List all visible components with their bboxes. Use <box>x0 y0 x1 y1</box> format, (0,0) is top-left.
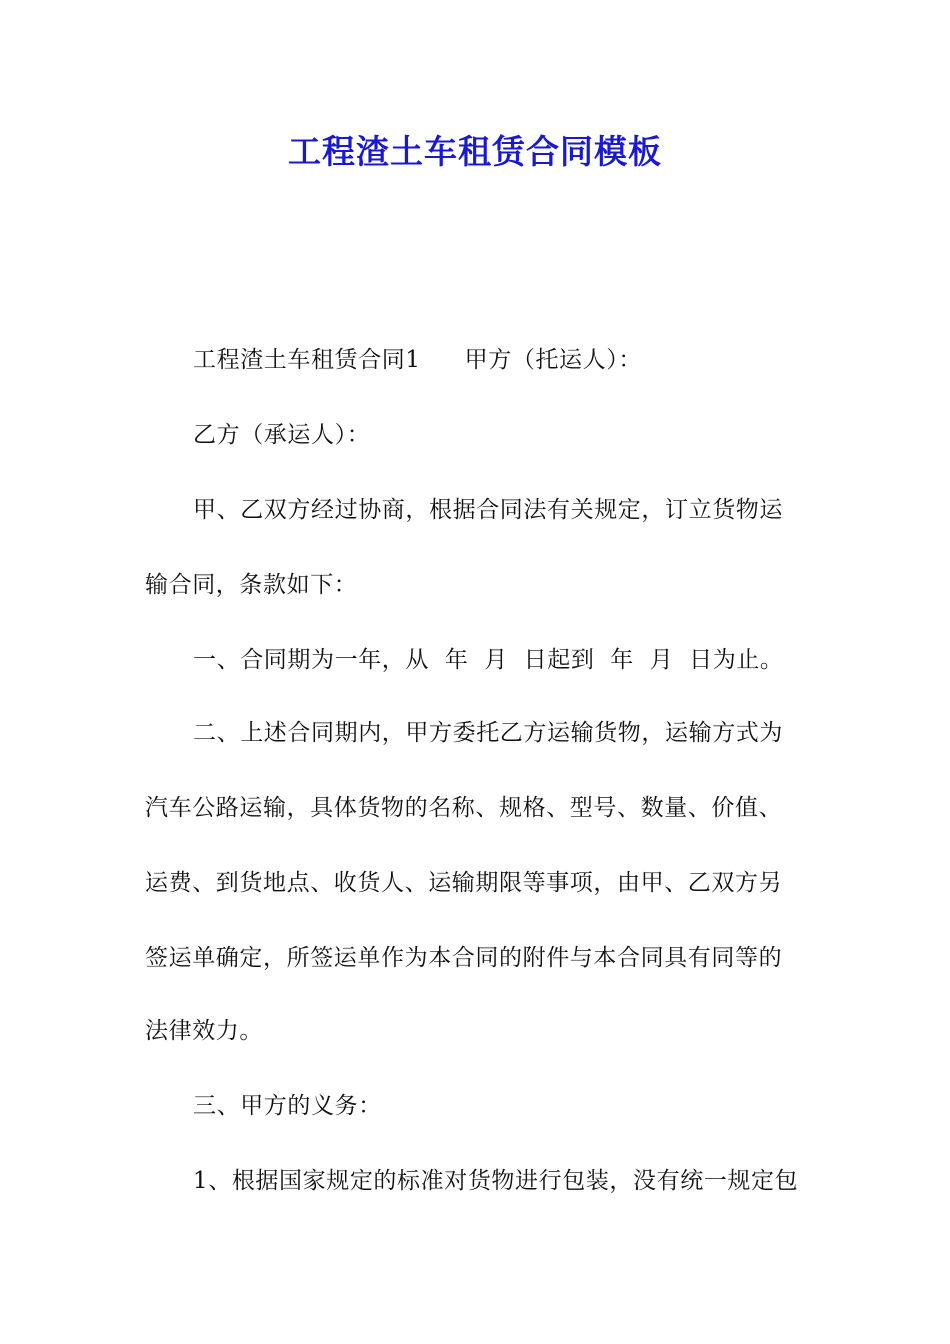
clause-2-line-3: 运费、到货地点、收货人、运输期限等事项，由甲、乙双方另 <box>145 870 783 896</box>
party-a-label: 甲方（托运人）： <box>464 347 642 373</box>
document-title: 工程渣土车租赁合同模板 <box>288 132 662 171</box>
clause-2-line-1: 二、上述合同期内，甲方委托乙方运输货物，运输方式为 <box>193 720 783 746</box>
clause-2-line-5: 法律效力。 <box>145 1018 263 1044</box>
clause-3-item-1-line-1: 1、根据国家规定的标准对货物进行包装，没有统一规定包 <box>193 1168 799 1194</box>
paragraph-intro-line-2: 输合同，条款如下： <box>145 572 358 598</box>
clause-2-line-4: 签运单确定，所签运单作为本合同的附件与本合同具有同等的 <box>145 945 783 971</box>
clause-2-line-2: 汽车公路运输，具体货物的名称、规格、型号、数量、价值、 <box>145 795 783 821</box>
contract-header-line <box>193 344 642 376</box>
clause-1-line: 一、合同期为一年，从 年 月 日起到 年 月 日为止。 <box>193 647 784 673</box>
paragraph-intro-line-1: 甲、乙双方经过协商，根据合同法有关规定，订立货物运 <box>193 497 783 523</box>
contract-name: 工程渣土车租赁合同1 <box>193 347 421 373</box>
party-b-label: 乙方（承运人）： <box>193 422 371 448</box>
clause-3-heading: 三、甲方的义务： <box>193 1093 382 1119</box>
